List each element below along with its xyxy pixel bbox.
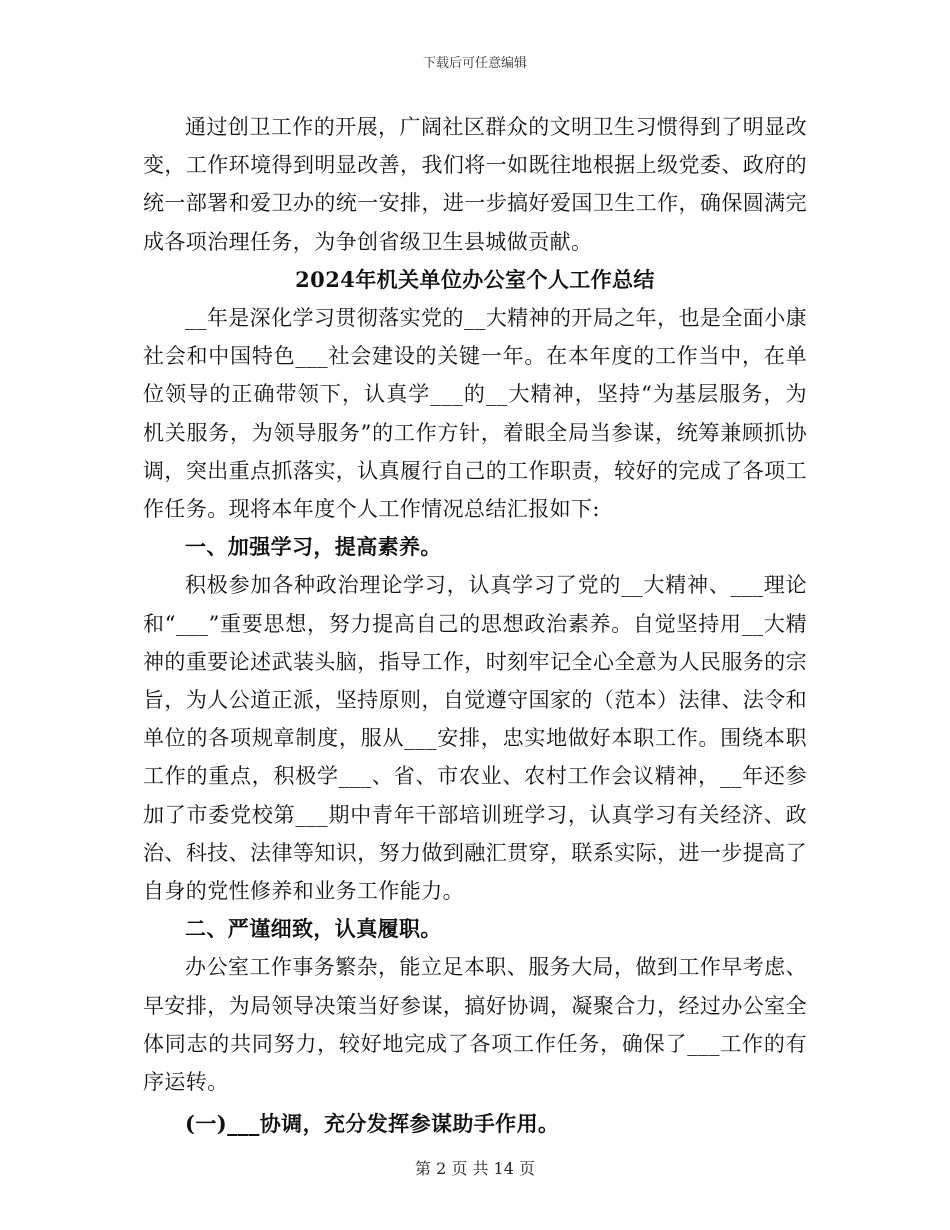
document-title: 2024年机关单位办公室个人工作总结 [295,266,655,292]
document-body [143,108,807,1143]
page-header-note: 下载后可任意编辑 [422,56,527,71]
paragraph-duty: 办公室工作事务繁杂，能立足本职、服务大局，做到工作早考虑、早安排，为局领导决策当好参谋，搞好协调，凝聚合力，经过办公室全体同志的共同努力，较好地完成了各项工作任务，确保了___工作的有序运转。 [143,955,807,1095]
section-heading-2: 二、严谨细致，认真履职。 [185,916,442,942]
paragraph-overview: __年是深化学习贯彻落实党的__大精神的开局之年，也是全面小康社会和中国特色___社会建设的关键一年。在本年度的工作当中，在单位领导的正确带领下，认真学___的__大精神，坚持“为基层服务，为机关服务，为领导服务”的工作方针，着眼全局当参谋，统筹兼顾抓协调，突出重点抓落实，认真履行自己的工作职责，较好的完成了各项工作任务。现将本年度个人工作情况总结汇报如下: [143,306,807,522]
page-number: 第 2 页 共 14 页 [415,1159,535,1178]
section-heading-1: 一、加强学习，提高素养。 [185,534,442,560]
subsection-heading-1: (一)___协调，充分发挥参谋助手作用。 [185,1111,560,1137]
paragraph-intro: 通过创卫工作的开展，广阔社区群众的文明卫生习惯得到了明显改变，工作环境得到明显改善，我们将一如既往地根据上级党委、政府的统一部署和爱卫办的统一安排，进一步搞好爱国卫生工作，确保圆满完成各项治理任务，为争创省级卫生县城做贡献。 [143,115,807,254]
paragraph-study: 积极参加各种政治理论学习，认真学习了党的__大精神、___理论和“___”重要思想，努力提高自己的思想政治素养。自觉坚持用__大精神的重要论述武装头脑，指导工作，时刻牢记全心全意为人民服务的宗旨，为人公道正派，坚持原则，自觉遵守国家的（范本）法律、法令和单位的各项规章制度，服从___安排，忠实地做好本职工作。围绕本职工作的重点，积极学___、省、市农业、农村工作会议精神，__年还参加了市委党校第___期中青年干部培训班学习，认真学习有关经济、政治、科技、法律等知识，努力做到融汇贯穿，联系实际，进一步提高了自身的党性修养和业务工作能力。 [143,573,807,904]
